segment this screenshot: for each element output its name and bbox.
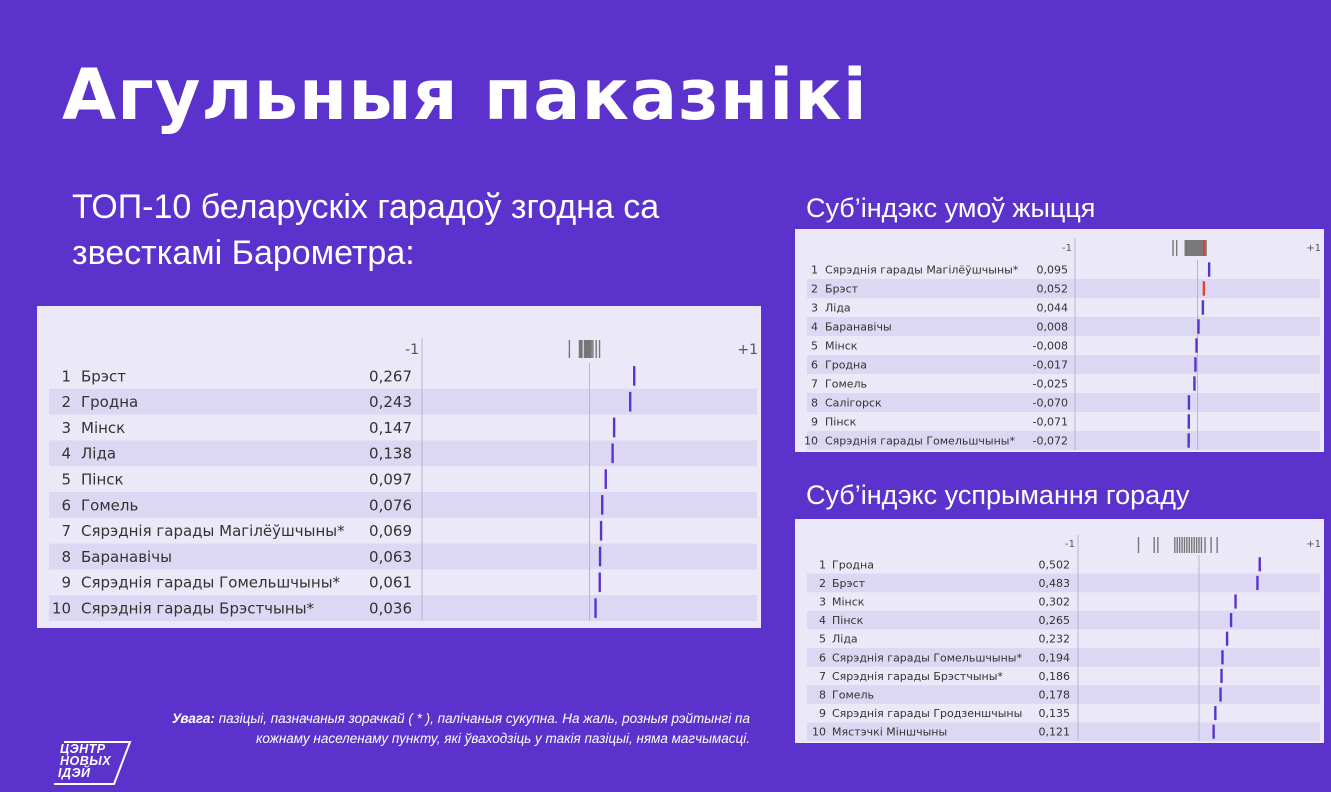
value-label: 0,302 [1038,595,1070,609]
value-label: -0,008 [1032,339,1068,353]
category-label: Пінск [825,415,857,429]
value-label: 0,147 [369,418,412,437]
category-label: Сярэднія гарады Магілёўшчыны* [825,263,1019,277]
rank-label: 9 [811,415,818,429]
rank-label: 5 [811,339,818,353]
value-label: 0,483 [1038,576,1070,590]
value-label: 0,138 [369,444,412,463]
rank-label: 5 [819,632,826,646]
chart-panel-city-perception [795,519,1324,743]
axis-max-label: +1 [1306,243,1321,254]
chart-panel-overall [37,306,761,628]
chart-city-perception [795,519,1324,743]
value-label: 0,194 [1038,651,1070,665]
rank-label: 9 [61,573,71,592]
page-title: Агульныя паказнікі [62,54,868,136]
value-label: 0,186 [1038,669,1070,683]
value-label: 0,008 [1036,320,1068,334]
category-label: Брэст [825,282,859,296]
category-label: Гомель [81,496,139,515]
footnote-label: Увага: [171,711,215,726]
rank-label: 7 [819,669,826,683]
rank-label: 3 [61,418,71,437]
rank-label: 6 [811,358,818,372]
category-label: Мінск [81,418,126,437]
category-label: Ліда [81,444,117,463]
rank-label: 10 [51,599,71,618]
value-label: 0,243 [369,393,412,412]
rank-label: 8 [819,688,826,702]
value-label: 0,135 [1038,707,1070,721]
axis-max-label: +1 [737,342,758,358]
logo-line-2: НОВЫХ [60,754,112,768]
rank-label: 9 [819,707,826,721]
category-label: Ліда [832,632,858,646]
chart-title-city-perception: Суб’індэкс успрымання гораду [806,480,1190,510]
value-label: 0,232 [1038,632,1070,646]
value-label: 0,502 [1038,558,1070,572]
value-label: -0,071 [1032,415,1068,429]
category-label: Сярэднія гарады Гродзеншчыны [832,707,1023,721]
rank-label: 5 [61,470,71,489]
value-label: 0,121 [1038,725,1070,739]
rank-label: 8 [811,396,818,410]
category-label: Сярэднія гарады Гомельшчыны* [832,651,1022,665]
rank-label: 8 [61,547,71,566]
category-label: Баранавічы [825,320,892,334]
rank-label: 4 [811,320,818,334]
rank-label: 6 [819,651,826,665]
rank-label: 3 [811,301,818,315]
axis-min-label: -1 [1065,539,1075,550]
category-label: Гродна [81,393,139,412]
chart-living-conditions [795,229,1324,452]
rank-label: 1 [61,367,71,386]
rank-label: 7 [61,522,71,541]
value-label: 0,095 [1036,263,1068,277]
category-label: Пінск [832,614,864,628]
value-label: -0,072 [1032,434,1068,448]
rank-label: 6 [61,496,71,515]
category-label: Мястэчкі Міншчыны [832,725,948,739]
category-label: Брэст [832,576,866,590]
category-label: Сярэднія гарады Брэстчыны* [832,669,1003,683]
logo-line-3: ІДЭЙ [58,766,91,780]
value-label: 0,097 [369,470,412,489]
value-label: 0,061 [369,573,412,592]
category-label: Гродна [825,358,867,372]
value-label: 0,044 [1036,301,1068,315]
logo [52,740,136,786]
value-label: 0,063 [369,547,412,566]
category-label: Гомель [825,377,868,391]
value-label: 0,076 [369,496,412,515]
chart-title-living-conditions: Суб’індэкс умоў жыцця [806,193,1096,223]
value-label: 0,267 [369,367,412,386]
chart-overall [37,306,761,628]
rank-label: 2 [819,576,826,590]
axis-min-label: -1 [405,342,419,358]
rank-label: 1 [811,263,818,277]
value-label: -0,017 [1032,358,1068,372]
rank-label: 2 [811,282,818,296]
rank-label: 4 [819,614,826,628]
footnote [160,709,750,749]
rank-label: 4 [61,444,71,463]
value-label: -0,070 [1032,396,1068,410]
rank-label: 10 [804,434,818,448]
value-label: 0,052 [1036,282,1068,296]
rank-label: 2 [61,393,71,412]
logo-frame [52,740,136,786]
category-label: Сярэднія гарады Брэстчыны* [81,599,315,618]
category-label: Мінск [832,595,865,609]
rank-label: 3 [819,595,826,609]
category-label: Сярэднія гарады Гомельшчыны* [81,573,341,592]
value-label: 0,036 [369,599,412,618]
rank-label: 1 [819,558,826,572]
value-label: 0,069 [369,522,412,541]
category-label: Ліда [825,301,851,315]
rank-label: 7 [811,377,818,391]
category-label: Гомель [832,688,875,702]
category-label: Салігорск [825,396,882,410]
value-label: 0,265 [1038,614,1070,628]
category-label: Гродна [832,558,874,572]
footnote-text: пазіцыі, пазначаныя зорачкай ( * ), палічаныя сукупна. На жаль, розныя рэйтынгі па кожнаму населенаму пункту, які ўваходзіць у такія пазіцыі, няма магчымасці. [214,711,750,746]
value-label: -0,025 [1032,377,1068,391]
category-label: Баранавічы [81,547,172,566]
category-label: Пінск [81,470,124,489]
page-subtitle: ТОП-10 беларускіх гарадоў згодна са звесткамі Барометра: [72,188,660,272]
category-label: Сярэднія гарады Магілёўшчыны* [81,522,345,541]
axis-min-label: -1 [1062,243,1072,254]
axis-max-label: +1 [1306,539,1321,550]
value-label: 0,178 [1038,688,1070,702]
rank-label: 10 [812,725,826,739]
category-label: Сярэднія гарады Гомельшчыны* [825,434,1015,448]
logo-line-1: ЦЭНТР [60,742,106,756]
category-label: Мінск [825,339,858,353]
chart-panel-living-conditions [795,229,1324,452]
category-label: Брэст [81,367,127,386]
